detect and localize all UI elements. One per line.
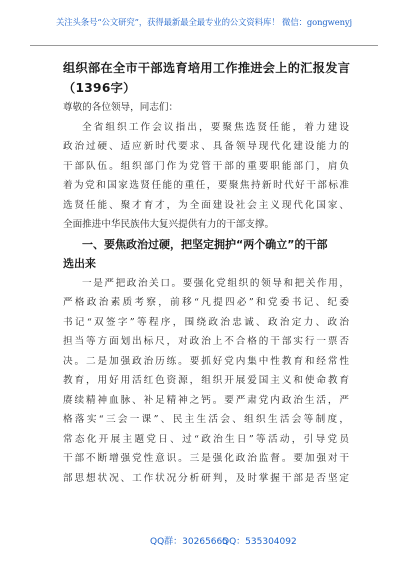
document-title (63, 58, 363, 98)
paragraph-line: 着为党和国家选贤任能的重任，要聚焦持新时代好干部标准 (63, 180, 349, 191)
document-body (63, 98, 349, 488)
paragraph-line: 担当等方面划出标尺，对政治上不合格的干部实行一票否 (63, 336, 349, 347)
paragraph-line: 常态化开展主题党日、过“政治生日”等活动，引导党员 (63, 433, 349, 445)
paragraph-line: 格落实“三会一课”、民主生活会、组织生活会等制度， (63, 414, 349, 425)
paragraph-line: 决。二是加强政治历练。要抓好党内集中性教育和经常性 (63, 355, 349, 367)
header-notice-bar (30, 0, 378, 44)
paragraph-line: 全面推进中华民族伟大复兴提供有力的干部支撑。 (63, 219, 275, 230)
paragraph-line: 书记“双签字”等程序，围绕政治忠诚、政治定力、政治 (63, 316, 349, 328)
paragraph-line: 政治过硬、适应新时代要求、具备领导现代化建设能力的 (63, 141, 349, 152)
paragraph-line: 严格政治素质考察，前移“凡提四必”和党委书记、纪委 (63, 297, 349, 308)
paragraph-line: 教育，用好用活红色资源，组织开展爱国主义和使命教育 (63, 375, 349, 386)
document-word-count: （1396字） (63, 81, 136, 95)
qq-number-text: QQ：535304092 (222, 537, 297, 547)
paragraph-line: 赓续精神血脉、补足精神之钙。要严肃党内政治生活，严 (63, 394, 349, 406)
paragraph-line: 选贤任能、聚才育才，为全面建设社会主义现代化国家、 (63, 199, 349, 211)
section-heading-1: 一、要焦政治过硬，把坚定拥护“两个确立”的干部 (82, 237, 328, 251)
header-divider (30, 45, 378, 46)
paragraph-line: 干部队伍。组织部门作为党管干部的重要职能部门，肩负 (63, 160, 349, 172)
header-notice-text: 关注头条号“公文研究”，获得最新最全最专业的公文资料库！ 微信：gongwenyj (55, 17, 352, 27)
salutation: 尊敬的各位领导，同志们： (63, 102, 179, 113)
paragraph-line: 部思想状况、工作状况分析研判，及时掌握干部是否坚定 (63, 472, 349, 484)
qq-group-text: QQ群：30265665 (150, 537, 228, 547)
paragraph-line: 一是严把政治关口。要强化党组织的领导和把关作用， (82, 277, 349, 289)
paragraph-line: 干部不断增强党性意识。三是强化政治监督。要加强对干 (63, 453, 349, 464)
paragraph-line: 全省组织工作会议指出，要聚焦选贤任能，着力建设 (82, 121, 349, 133)
footer-contact (0, 534, 408, 552)
section-heading-1-cont: 选出来 (63, 257, 96, 270)
document-title-line-1: 组织部在全市干部选育培用工作推进会上的汇报发言 (63, 61, 351, 75)
